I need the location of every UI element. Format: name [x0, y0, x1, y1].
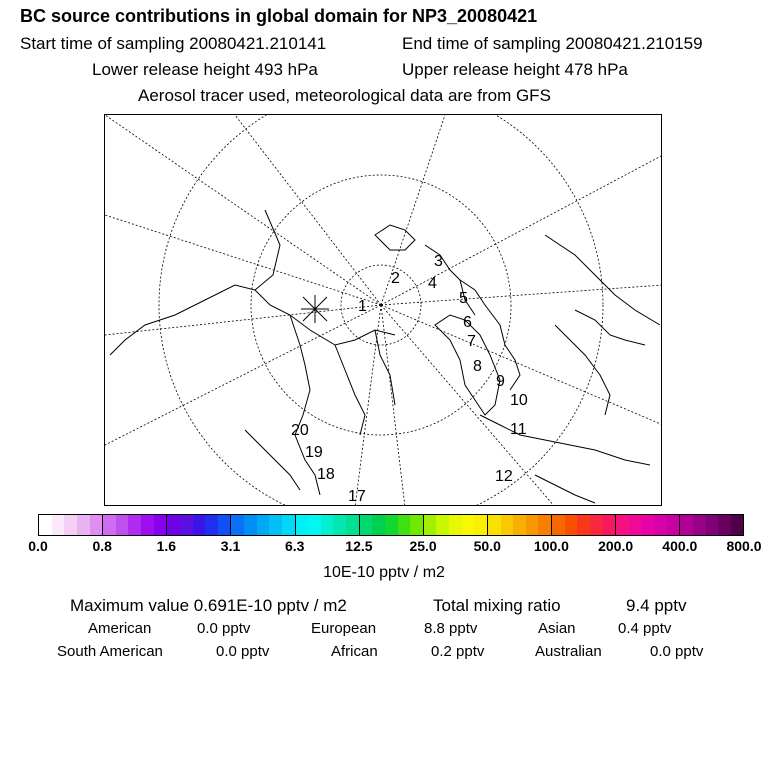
european-value: 8.8 pptv	[424, 620, 478, 637]
colorbar-cell	[410, 515, 423, 535]
region-label: 4	[428, 275, 437, 292]
colorbar-cell	[436, 515, 449, 535]
colorbar-cell	[385, 515, 398, 535]
australian-value: 0.0 pptv	[650, 643, 704, 660]
american-label: American	[88, 620, 152, 637]
meridian	[355, 305, 381, 506]
coastline-scandinavia	[335, 345, 365, 435]
colorbar-cell	[667, 515, 680, 535]
upper-release-height: Upper release height 478 hPa	[402, 60, 628, 79]
colorbar-cell	[359, 515, 373, 535]
colorbar-cell	[230, 515, 244, 535]
region-label: 17	[348, 488, 366, 505]
tracer-note: Aerosol tracer used, meteorological data are from GFS	[138, 86, 551, 105]
colorbar-tick-label: 6.3	[284, 538, 305, 554]
colorbar-tick-label: 800.0	[726, 538, 762, 554]
colorbar-cell	[629, 515, 642, 535]
colorbar-cell	[706, 515, 719, 535]
colorbar-cell	[693, 515, 706, 535]
colorbar-cell	[166, 515, 180, 535]
meridian	[235, 115, 381, 305]
coastline-us	[535, 475, 595, 503]
meridian	[105, 215, 381, 305]
meridian	[105, 305, 381, 335]
map-canvas	[105, 115, 662, 506]
colorbar-cell	[641, 515, 654, 535]
max-value: Maximum value 0.691E-10 pptv / m2	[70, 596, 347, 615]
plot-title: BC source contributions in global domain for NP3_20080421	[20, 6, 538, 26]
total-mixing-value: 9.4 pptv	[626, 596, 687, 615]
colorbar-cell	[718, 515, 731, 535]
colorbar-cell	[513, 515, 526, 535]
colorbar	[38, 514, 744, 536]
colorbar-tick-label: 25.0	[409, 538, 437, 554]
colorbar-cell	[423, 515, 437, 535]
colorbar-cell	[205, 515, 218, 535]
colorbar-cell	[538, 515, 551, 535]
colorbar-cell	[90, 515, 103, 535]
release-marker	[301, 295, 329, 323]
colorbar-tick-label: 1.6	[156, 538, 177, 554]
coastline-canada-north	[575, 310, 645, 345]
region-label: 7	[467, 333, 476, 350]
colorbar-cell	[449, 515, 462, 535]
colorbar-cell	[321, 515, 334, 535]
meridian	[381, 305, 405, 506]
region-label: 8	[473, 358, 482, 375]
coastline-arctic-islands	[375, 225, 415, 250]
colorbar-cell	[180, 515, 193, 535]
colorbar-cell	[372, 515, 385, 535]
coastline-mediterranean	[245, 430, 300, 490]
coastline-siberia	[110, 210, 280, 355]
asian-value: 0.4 pptv	[618, 620, 672, 637]
coastline-north-america	[480, 415, 650, 465]
colorbar-cell	[603, 515, 616, 535]
region-label: 12	[495, 468, 513, 485]
colorbar-cell	[731, 515, 744, 535]
region-label: 19	[305, 444, 323, 461]
colorbar-tick-label: 3.1	[220, 538, 241, 554]
coastline-alaska	[545, 235, 660, 325]
region-label: 11	[510, 421, 527, 438]
coastline-europe	[290, 315, 320, 495]
colorbar-cell	[77, 515, 90, 535]
meridian	[105, 305, 381, 445]
colorbar-cell	[398, 515, 411, 535]
colorbar-tick-label: 400.0	[662, 538, 698, 554]
region-label: 3	[434, 253, 443, 270]
colorbar-units: 10E-10 pptv / m2	[323, 564, 445, 581]
region-label: 5	[459, 290, 468, 307]
colorbar-cell	[346, 515, 359, 535]
colorbar-cell	[116, 515, 129, 535]
colorbar-cell	[193, 515, 206, 535]
colorbar-cell	[154, 515, 167, 535]
colorbar-cell	[52, 515, 65, 535]
colorbar-cell	[551, 515, 565, 535]
lower-release-height: Lower release height 493 hPa	[92, 60, 318, 79]
colorbar-cell	[654, 515, 667, 535]
colorbar-cell	[141, 515, 154, 535]
colorbar-cell	[462, 515, 475, 535]
graticule	[105, 115, 662, 506]
coastline-hudson	[555, 325, 610, 415]
colorbar-cell	[244, 515, 257, 535]
colorbar-cell	[679, 515, 693, 535]
region-label: 6	[463, 314, 472, 331]
meridian	[105, 115, 381, 305]
region-label: 10	[510, 392, 528, 409]
colorbar-cell	[526, 515, 539, 535]
european-label: European	[311, 620, 377, 637]
colorbar-cell	[577, 515, 590, 535]
colorbar-cell	[333, 515, 346, 535]
colorbar-tick-label: 50.0	[473, 538, 501, 554]
region-label: 1	[358, 298, 367, 315]
colorbar-tick-label: 12.5	[345, 538, 373, 554]
polar-map	[104, 114, 662, 506]
colorbar-tick-label: 0.8	[92, 538, 112, 554]
coastlines	[110, 210, 660, 503]
colorbar-cell	[128, 515, 141, 535]
colorbar-tick-label: 200.0	[598, 538, 634, 554]
colorbar-cell	[487, 515, 501, 535]
colorbar-cell	[474, 515, 487, 535]
region-label: 18	[317, 466, 335, 483]
american-value: 0.0 pptv	[197, 620, 251, 637]
colorbar-cell	[295, 515, 309, 535]
colorbar-cell	[269, 515, 282, 535]
colorbar-cell	[218, 515, 231, 535]
coastline-north-eurasia	[255, 290, 395, 345]
colorbar-cell	[501, 515, 514, 535]
start-time: Start time of sampling 20080421.210141	[20, 34, 327, 53]
end-time: End time of sampling 20080421.210159	[402, 34, 703, 53]
colorbar-cell	[39, 515, 52, 535]
south-american-label: South American	[57, 643, 163, 660]
colorbar-cell	[282, 515, 295, 535]
african-value: 0.2 pptv	[431, 643, 485, 660]
meridian	[381, 155, 662, 305]
colorbar-cell	[590, 515, 603, 535]
colorbar-cell	[102, 515, 116, 535]
colorbar-cell	[257, 515, 270, 535]
south-american-value: 0.0 pptv	[216, 643, 270, 660]
colorbar-cell	[565, 515, 578, 535]
lat-circle-40	[159, 115, 603, 506]
asian-label: Asian	[538, 620, 576, 637]
colorbar-cell	[308, 515, 321, 535]
meridian	[381, 285, 662, 305]
total-mixing-label: Total mixing ratio	[433, 596, 561, 615]
colorbar-tick-label: 100.0	[533, 538, 569, 554]
region-label: 2	[391, 270, 400, 287]
region-label: 20	[291, 422, 309, 439]
colorbar-cell	[64, 515, 77, 535]
african-label: African	[331, 643, 378, 660]
region-label: 9	[496, 373, 505, 390]
colorbar-tick-label: 0.0	[28, 538, 48, 554]
australian-label: Australian	[535, 643, 602, 660]
colorbar-cell	[615, 515, 629, 535]
